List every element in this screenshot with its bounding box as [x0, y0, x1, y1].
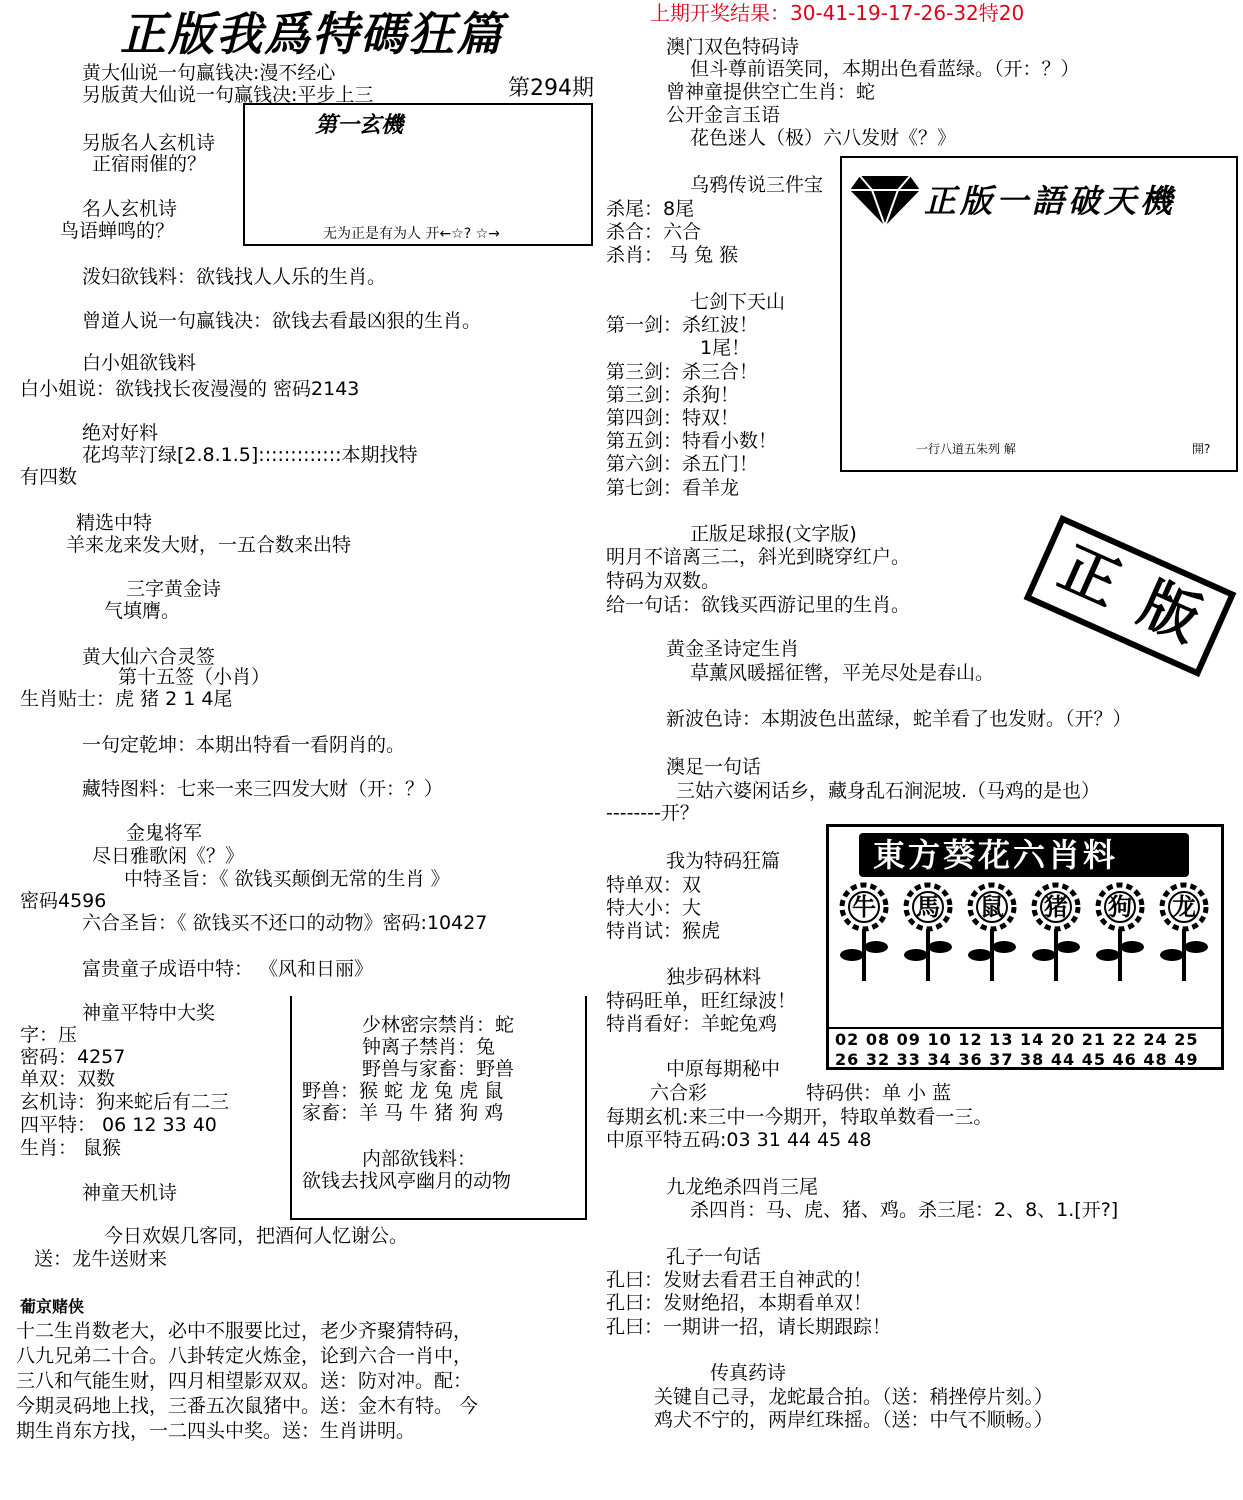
right-line: 第五剑：特看小数！: [606, 430, 778, 452]
left-line: 白小姐欲钱料: [82, 352, 197, 374]
tianji-title: 正版一語破天機: [924, 182, 1177, 220]
sunflower-title: 東方葵花六肖料: [873, 836, 1119, 874]
sunflower-title-bar: [859, 833, 1189, 877]
sunflower-icon: [1027, 883, 1085, 983]
right-line: --------开？: [606, 802, 699, 824]
left-line: 八九兄弟二十合。八卦转定火炼金，论到六合一肖中，: [16, 1345, 473, 1367]
shaolin-line: 内部欲钱料：: [362, 1148, 477, 1170]
left-line: 另版黄大仙说一句赢钱决:平步上三: [82, 84, 374, 106]
last-result: 上期开奖结果：30-41-19-17-26-32特20: [650, 1, 1025, 25]
left-line: 密码：4257: [20, 1046, 126, 1068]
tianji-box: [840, 156, 1238, 472]
left-line: 鸟语蝉鸣的？: [60, 220, 175, 242]
left-line: 金鬼将军: [126, 822, 203, 844]
left-line: 中特圣旨：《 欲钱买颠倒无常的生肖 》: [124, 868, 450, 890]
right-line: 关键自己寻，龙蛇最合拍。（送：稍挫停片刻。）: [654, 1386, 1054, 1408]
left-line: 泼妇欲钱料：欲钱找人人乐的生肖。: [82, 266, 387, 288]
left-line: 另版名人玄机诗: [82, 132, 216, 154]
left-line: 有四数: [20, 466, 78, 488]
zhengban-stamp: [1016, 533, 1238, 667]
shaolin-line: 钟离子禁肖：兔: [362, 1036, 496, 1058]
right-line: 正版足球报(文字版): [690, 523, 857, 545]
zodiac-label: 龙: [1172, 893, 1196, 921]
left-line: 玄机诗：狗来蛇后有二三: [20, 1091, 230, 1113]
right-line: 特大小：大: [606, 897, 702, 919]
sunflower-box: [826, 824, 1224, 1070]
right-line: 杀肖： 马 兔 猴: [606, 244, 739, 266]
shaolin-line: 野兽：猴 蛇 龙 兔 虎 鼠: [302, 1080, 504, 1102]
right-line: 我为特码狂篇: [666, 850, 781, 872]
left-line: 六合圣旨：《 欲钱买不还口的动物》密码:10427: [82, 912, 488, 934]
left-line: 葡京赌侠: [20, 1297, 85, 1316]
right-line: 第六剑：杀五门！: [606, 453, 759, 475]
zodiac-label: 狗: [1108, 893, 1132, 921]
right-line: 孔子一句话: [666, 1246, 762, 1268]
left-line: 黄大仙六合灵签: [82, 646, 216, 668]
left-line: 神童平特中大奖: [82, 1002, 216, 1024]
left-line: 绝对好料: [82, 422, 159, 444]
right-line: 鸡犬不宁的，两岸红珠摇。（送：中气不顺畅。）: [654, 1409, 1054, 1431]
right-line: 特肖试：猴虎: [606, 920, 721, 942]
left-line: 今日欢娱几客同，把酒何人忆谢公。: [104, 1225, 409, 1247]
right-line: 独步码林料: [666, 966, 762, 988]
left-line: 四平特： 06 12 33 40: [20, 1114, 217, 1136]
number-row: 26 32 33 34 36 37 38 44 45 46 48 49: [835, 1050, 1199, 1069]
right-line: 特肖看好：羊蛇兔鸡: [606, 1013, 778, 1035]
zodiac-label: 馬: [916, 893, 940, 921]
left-line: 羊来龙来发大财，一五合数来出特: [66, 534, 352, 556]
right-line: 1尾！: [700, 337, 751, 359]
shaolin-box: [290, 996, 587, 1220]
zodiac-label: 鼠: [980, 893, 1004, 921]
left-line: 生肖： 鼠猴: [20, 1137, 122, 1159]
issue-number: 第294期: [508, 76, 594, 101]
shaolin-line: 少林密宗禁肖：蛇: [362, 1014, 515, 1036]
right-line: 澳足一句话: [666, 756, 762, 778]
left-line: 密码4596: [20, 890, 107, 912]
left-line: 一句定乾坤：本期出特看一看阴肖的。: [82, 734, 406, 756]
left-line: 三字黄金诗: [126, 578, 222, 600]
left-line: 期生肖东方找，一二四头中奖。送：生肖讲明。: [16, 1420, 416, 1442]
right-line: 特码为双数。: [606, 570, 721, 592]
shaolin-line: 野兽与家畜：野兽: [362, 1058, 515, 1080]
left-line: 神童天机诗: [82, 1182, 178, 1204]
stamp-text: 正版: [1049, 533, 1238, 667]
left-line: 黄大仙说一句赢钱决:漫不经心: [82, 62, 336, 84]
number-grid: [829, 1027, 1221, 1069]
right-line: 第三剑：杀狗！: [606, 384, 740, 406]
right-line: 乌鸦传说三件宝: [690, 174, 824, 196]
left-line: 送：龙牛送财来: [34, 1248, 168, 1270]
left-line: 第十五签（小肖）: [118, 666, 271, 688]
sunflower-icon: [835, 883, 893, 983]
right-line: 九龙绝杀四肖三尾: [666, 1176, 819, 1198]
right-line: 孔曰：发财绝招，本期看单双！: [606, 1292, 873, 1314]
right-line: 第四剑：特双！: [606, 407, 740, 429]
right-line: 杀合：六合: [606, 221, 702, 243]
diamond-icon: [848, 172, 922, 228]
right-line: 三姑六婆闲话乡，藏身乱石涧泥坡.（马鸡的是也）: [676, 780, 1101, 802]
left-line: 藏特图料：七来一来三四发大财（开：？）: [82, 778, 444, 800]
xuanji-footer: 无为正是有为人 开←☆? ☆→: [323, 226, 500, 242]
right-line: 七剑下天山: [690, 291, 786, 313]
right-line: 特码旺单，旺红绿波！: [606, 990, 797, 1012]
shaolin-line: 家畜：羊 马 牛 猪 狗 鸡: [302, 1102, 504, 1124]
left-line: 字：压: [20, 1024, 78, 1046]
left-line: 单双：双数: [20, 1068, 116, 1090]
left-line: 曾道人说一句赢钱决：欲钱去看最凶狠的生肖。: [82, 310, 482, 332]
right-line: 杀尾：8尾: [606, 198, 695, 220]
left-line: 气填膺。: [104, 600, 181, 622]
left-line: 今期灵码地上找，三番五次鼠猪中。送：金木有特。 今: [16, 1395, 479, 1417]
right-line: 特单双：双: [606, 874, 702, 896]
page-title: 正版我爲特碼狂篇: [120, 7, 504, 61]
right-line: 特码供：单 小 蓝: [806, 1082, 952, 1104]
sunflower-icon: [1091, 883, 1149, 983]
left-line: 精选中特: [76, 512, 153, 534]
left-line: 正宿雨催的？: [92, 153, 207, 175]
left-line: 生肖贴士：虎 猪 2 1 4尾: [20, 688, 233, 710]
right-line: 中原每期秘中: [666, 1058, 781, 1080]
right-line: 草薰风暖摇征辔，平羌尽处是春山。: [690, 662, 995, 684]
right-line: 第七剑：看羊龙: [606, 477, 740, 499]
left-line: 三八和气能生财，四月相望影双双。送：防对冲。配：: [16, 1370, 473, 1392]
xuanji-box: [243, 103, 593, 246]
right-line: 澳门双色特码诗: [666, 36, 800, 58]
tianji-footer-right: 開?: [1192, 442, 1211, 456]
number-row: 02 08 09 10 12 13 14 20 21 22 24 25: [835, 1030, 1199, 1049]
right-line: 黄金圣诗定生肖: [666, 638, 800, 660]
sunflower-icon: [899, 883, 957, 983]
left-line: 白小姐说：欲钱找长夜漫漫的 密码2143: [20, 378, 360, 400]
left-line: 富贵童子成语中特： 《风和日丽》: [82, 958, 374, 980]
zodiac-label: 牛: [852, 893, 876, 921]
right-line: 新波色诗：本期波色出蓝绿，蛇羊看了也发财。（开？）: [666, 708, 1132, 730]
right-line: 公开金言玉语: [666, 104, 781, 126]
right-line: 曾神童提供空亡生肖：蛇: [666, 81, 876, 103]
right-line: 传真药诗: [710, 1362, 787, 1384]
right-line: 第三剑：杀三合！: [606, 361, 759, 383]
right-line: 每期玄机:来三中一今期开，特取单数看一三。: [606, 1106, 993, 1128]
sunflower-icon: [1155, 883, 1213, 983]
right-line: 孔曰：一期讲一招，请长期跟踪！: [606, 1316, 892, 1338]
right-line: 六合彩: [650, 1082, 708, 1104]
right-line: 杀四肖：马、虎、猪、鸡。杀三尾：2、8、1.[开?]: [690, 1199, 1119, 1221]
left-line: 十二生肖数老大，必中不服要比过，老少齐聚猜特码，: [16, 1320, 473, 1342]
right-line: 但斗尊前语笑同，本期出色看蓝绿。（开：？）: [690, 58, 1080, 80]
left-line: 花坞苹汀绿[2.8.1.5]:::::::::::::本期找特: [82, 444, 418, 466]
right-line: 明月不谙离三二，斜光到晓穿红户。: [606, 546, 911, 568]
right-line: 中原平特五码:03 31 44 45 48: [606, 1129, 872, 1151]
xuanji-title: 第一玄機: [315, 113, 404, 138]
right-line: 给一句话：欲钱买西游记里的生肖。: [606, 594, 911, 616]
tianji-footer-left: 一行八道五朱列 解: [916, 442, 1016, 456]
zodiac-label: 猪: [1044, 893, 1068, 921]
sunflower-icon: [963, 883, 1021, 983]
shaolin-line: 欲钱去找风亭幽月的动物: [302, 1170, 512, 1192]
right-line: 孔曰：发财去看君王自神武的！: [606, 1269, 873, 1291]
right-line: 第一剑：杀红波！: [606, 314, 759, 336]
left-line: 尽日雅歌闲《？》: [92, 845, 245, 867]
flower-row: [835, 883, 1213, 983]
left-line: 名人玄机诗: [82, 198, 178, 220]
right-line: 花色迷人（极）六八发财《？》: [690, 127, 957, 149]
